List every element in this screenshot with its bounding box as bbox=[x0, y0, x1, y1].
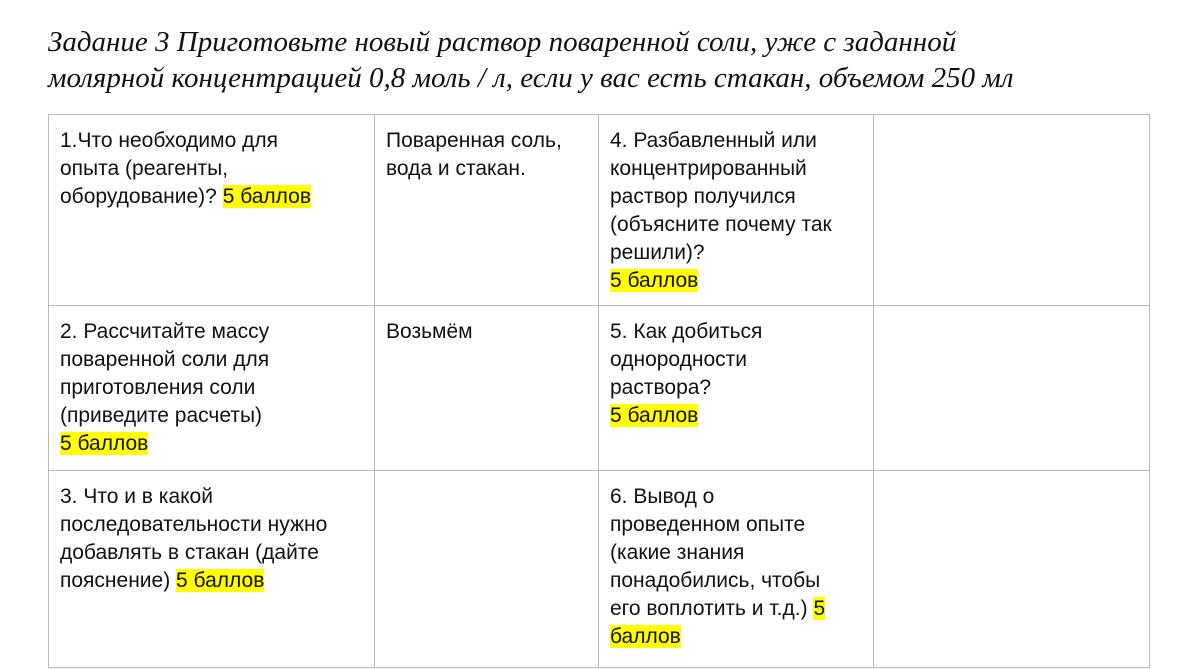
answer-cell-4[interactable] bbox=[874, 115, 1150, 306]
answer-cell-1[interactable]: Поваренная соль, вода и стакан. bbox=[375, 115, 599, 306]
question-cell-6: 6. Вывод о проведенном опыте (какие знания понадобились, чтобы его воплотить и т.д.) 5 баллов bbox=[599, 471, 874, 668]
points-badge: 5 bbox=[813, 597, 826, 620]
answer-cell-3[interactable] bbox=[375, 471, 599, 668]
answer-cell-6[interactable] bbox=[874, 471, 1150, 668]
points-badge: 5 баллов bbox=[176, 569, 265, 592]
task-title bbox=[48, 24, 1178, 96]
points-badge: баллов bbox=[610, 625, 681, 648]
question-cell-1: 1.Что необходимо для опыта (реагенты, оборудование)? 5 баллов bbox=[49, 115, 375, 306]
table-row bbox=[49, 115, 1150, 306]
points-badge: 5 баллов bbox=[610, 269, 699, 292]
answer-cell-2[interactable]: Возьмём bbox=[375, 306, 599, 471]
table-row bbox=[49, 306, 1150, 471]
question-cell-5: 5. Как добиться однородности раствора? 5 баллов bbox=[599, 306, 874, 471]
question-cell-4: 4. Разбавленный или концентрированный раствор получился (объясните почему так решили)? 5 баллов bbox=[599, 115, 874, 306]
question-cell-2: 2. Рассчитайте массу поваренной соли для приготовления соли (приведите расчеты) 5 баллов bbox=[49, 306, 375, 471]
question-cell-3: 3. Что и в какой последовательности нужно добавлять в стакан (дайте пояснение) 5 баллов bbox=[49, 471, 375, 668]
points-badge: 5 баллов bbox=[222, 185, 312, 208]
task-title-line-2: молярной концентрацией 0,8 моль / л, если у вас есть стакан, объемом 250 мл bbox=[48, 62, 1014, 94]
points-badge: 5 баллов bbox=[60, 432, 149, 455]
task-title-line-1: Задание 3 Приготовьте новый раствор поваренной соли, уже с заданной bbox=[48, 26, 957, 58]
task-table bbox=[48, 114, 1150, 668]
table-row bbox=[49, 471, 1150, 668]
points-badge: 5 баллов bbox=[610, 404, 699, 427]
answer-cell-5[interactable] bbox=[874, 306, 1150, 471]
